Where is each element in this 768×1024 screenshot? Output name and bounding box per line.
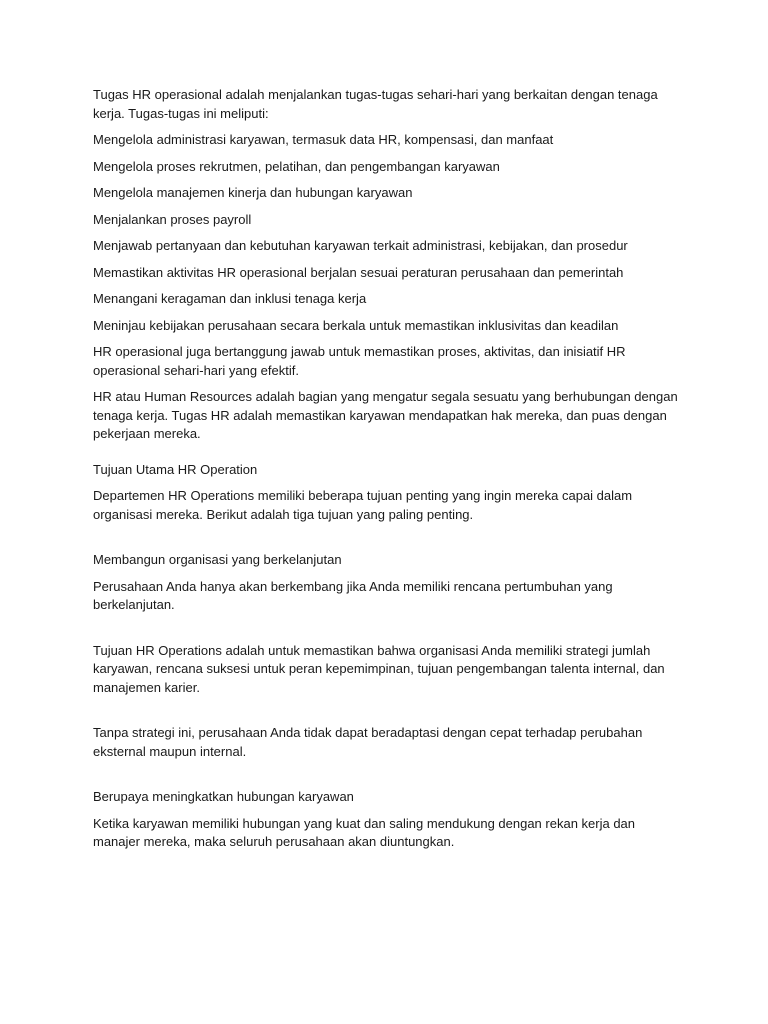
task-item: Meninjau kebijakan perusahaan secara berkala untuk memastikan inklusivitas dan keadilan [93, 317, 619, 333]
task-item: Mengelola manajemen kinerja dan hubungan karyawan [93, 185, 413, 200]
intro-paragraph: Tugas HR operasional adalah menjalankan tugas-tugas sehari-hari yang berkaitan dengan tenaga kerja. Tugas-tugas ini meliputi: [93, 87, 658, 121]
responsibility-paragraph: HR operasional juga bertanggung jawab untuk memastikan proses, aktivitas, dan inisiatif HR operasional sehari-hari yang efektif. [93, 344, 626, 378]
definition-paragraph: HR atau Human Resources adalah bagian yang mengatur segala sesuatu yang berhubungan dengan tenaga kerja. Tugas HR adalah memastikan karyawan mendapatkan hak mereka, dan puas dengan pekerjaan mereka. [93, 389, 678, 441]
sustainable-paragraph-1: Perusahaan Anda hanya akan berkembang jika Anda memiliki rencana pertumbuhan yang berkelanjutan. [93, 578, 613, 612]
task-item: Memastikan aktivitas HR operasional berjalan sesuai peraturan perusahaan dan pemerintah [93, 264, 624, 280]
document-body [93, 86, 683, 852]
relations-heading: Berupaya meningkatkan hubungan karyawan [93, 789, 354, 804]
task-item: Mengelola administrasi karyawan, termasuk data HR, kompensasi, dan manfaat [93, 132, 554, 147]
sustainable-heading: Membangun organisasi yang berkelanjutan [93, 552, 342, 567]
goals-heading: Tujuan Utama HR Operation [93, 461, 258, 477]
relations-paragraph: Ketika karyawan memiliki hubungan yang kuat dan saling mendukung dengan rekan kerja dan manajer mereka, maka seluruh perusahaan akan diuntungkan. [93, 815, 636, 849]
task-item: Mengelola proses rekrutmen, pelatihan, dan pengembangan karyawan [93, 158, 500, 174]
task-item: Menjalankan proses payroll [93, 211, 252, 227]
task-item: Menjawab pertanyaan dan kebutuhan karyawan terkait administrasi, kebijakan, dan prosedur [93, 238, 628, 253]
sustainable-paragraph-3: Tanpa strategi ini, perusahaan Anda tidak dapat beradaptasi dengan cepat terhadap perubahan eksternal maupun internal. [93, 725, 643, 759]
task-item: Menangani keragaman dan inklusi tenaga kerja [93, 291, 367, 306]
goals-paragraph: Departemen HR Operations memiliki beberapa tujuan penting yang ingin mereka capai dalam organisasi mereka. Berikut adalah tiga tujuan yang paling penting. [93, 488, 633, 522]
sustainable-paragraph-2: Tujuan HR Operations adalah untuk memastikan bahwa organisasi Anda memiliki strategi jumlah karyawan, rencana suksesi untuk peran kepemimpinan, tujuan pengembangan talenta internal, dan manajemen karier. [93, 642, 665, 695]
